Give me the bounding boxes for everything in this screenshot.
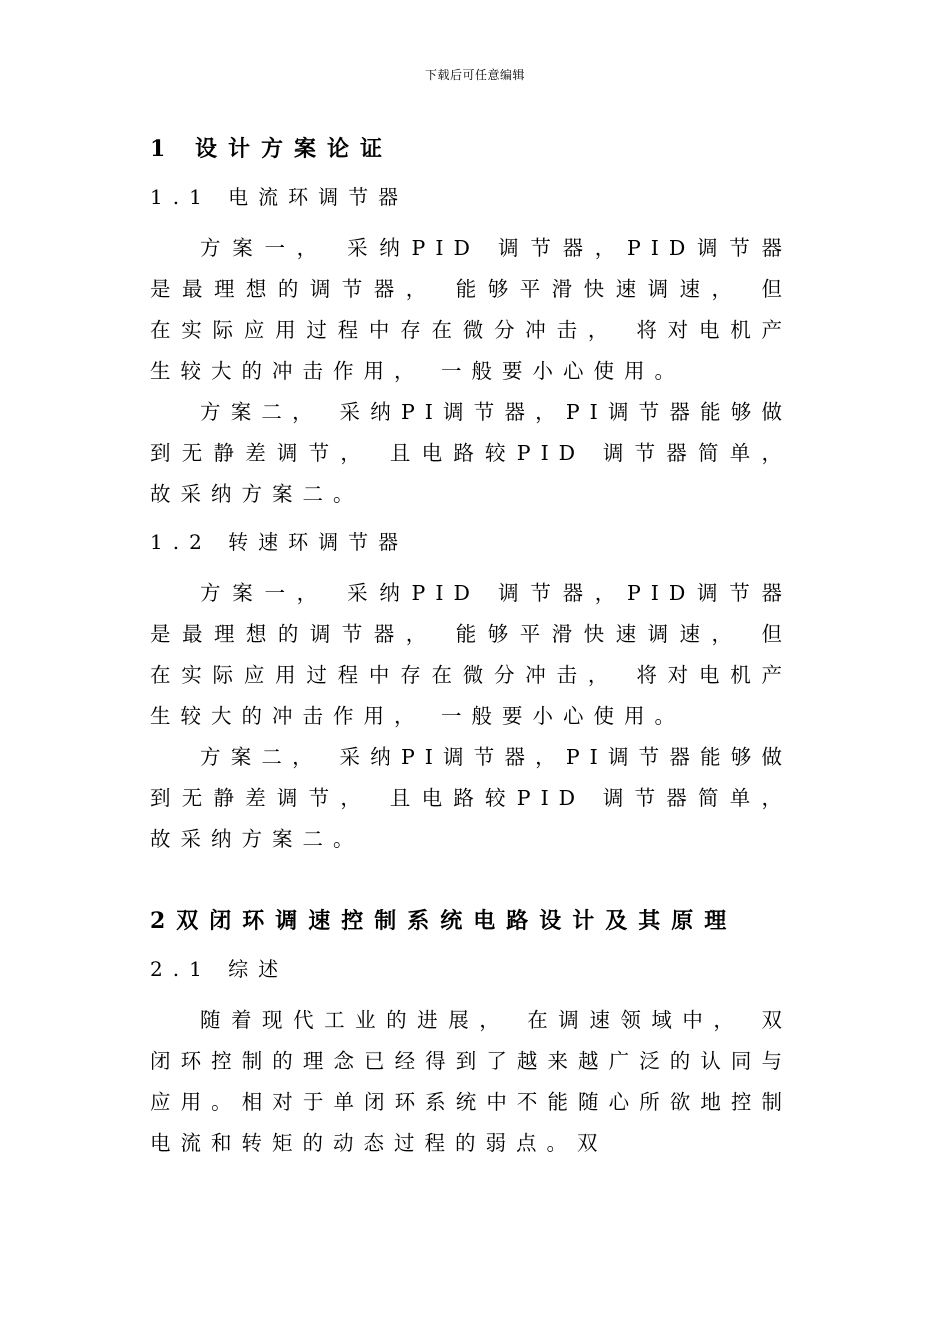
section-1-1-title: 1.1 电流环调节器 (150, 185, 409, 209)
section-2-title: 2双闭环调速控制系统电路设计及其原理 (150, 908, 738, 934)
section-2-1-title: 2.1 综述 (150, 957, 289, 981)
section-gap (150, 860, 792, 900)
section-2-1-paragraph-1: 随着现代工业的进展， 在调速领域中， 双闭环控制的理念已经得到了越来越广泛的认同与应用。相对于单闭环系统中不能随心所欲地控制电流和转矩的动态过程的弱点。双 (150, 1008, 792, 1155)
section-1-title: 1 设计方案论证 (150, 136, 393, 162)
section-1-2-paragraph-2: 方案二， 采纳PI调节器，PI调节器能够做到无静差调节， 且电路较PID 调节器简单， 故采纳方案二。 (150, 745, 792, 851)
document-body (150, 128, 792, 1164)
section-1-1-paragraph-2: 方案二， 采纳PI调节器，PI调节器能够做到无静差调节， 且电路较PID 调节器简单， 故采纳方案二。 (150, 400, 792, 506)
section-1-2-title: 1.2 转速环调节器 (150, 530, 409, 554)
header-note: 下载后可任意编辑 (424, 68, 525, 82)
section-1-2-paragraph-1: 方案一， 采纳PID 调节器，PID调节器是最理想的调节器， 能够平滑快速调速， 但在实际应用过程中存在微分冲击， 将对电机产生较大的冲击作用， 一般要小心使用。 (150, 581, 792, 728)
section-1-1-paragraph-1: 方案一， 采纳PID 调节器，PID调节器是最理想的调节器， 能够平滑快速调速， 但在实际应用过程中存在微分冲击， 将对电机产生较大的冲击作用， 一般要小心使用。 (150, 236, 792, 383)
